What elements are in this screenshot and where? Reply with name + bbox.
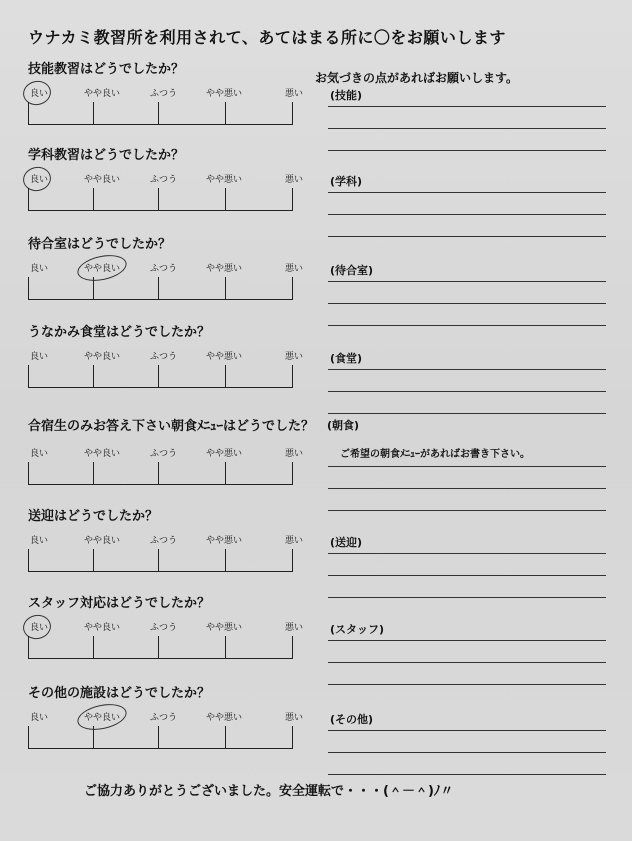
scale-option-label[interactable]: やや良い xyxy=(84,89,121,99)
scale-option-label[interactable]: ふつう xyxy=(150,352,178,362)
rating-scale-tick xyxy=(28,462,29,484)
rating-scale-tick xyxy=(292,102,293,124)
scale-option-label[interactable]: 良い xyxy=(30,713,49,723)
rating-scale-tick xyxy=(158,102,159,124)
scale-option-label[interactable]: 良い xyxy=(30,175,49,185)
rating-scale-tick xyxy=(28,726,29,748)
rating-scale-tick xyxy=(225,365,226,387)
comment-line[interactable] xyxy=(328,774,606,775)
scale-option-label[interactable]: やや良い xyxy=(84,449,121,459)
rating-scale-line xyxy=(28,658,293,659)
comment-line[interactable] xyxy=(328,192,606,193)
rating-scale-tick xyxy=(225,549,226,571)
comment-heading: お気づきの点があればお願いします。 xyxy=(315,71,519,85)
rating-scale-tick xyxy=(158,365,159,387)
rating-scale-tick xyxy=(292,636,293,658)
scale-option-label[interactable]: やや良い xyxy=(84,713,121,723)
rating-scale-tick xyxy=(93,188,94,210)
rating-scale-tick xyxy=(93,102,94,124)
scale-option-label[interactable]: 良い xyxy=(30,449,49,459)
rating-scale-tick xyxy=(225,102,226,124)
comment-line[interactable] xyxy=(328,684,606,685)
comment-line[interactable] xyxy=(328,752,606,753)
comment-line[interactable] xyxy=(328,391,606,392)
comment-line[interactable] xyxy=(328,488,606,489)
rating-scale-tick xyxy=(158,277,159,299)
scale-option-label[interactable]: ふつう xyxy=(150,89,178,99)
question-title: 技能教習はどうでしたか？ xyxy=(28,62,185,77)
scale-option-label[interactable]: 悪い xyxy=(285,264,304,274)
selection-circle xyxy=(21,164,53,193)
question-title: 学科教習はどうでしたか？ xyxy=(28,148,185,163)
question-title: 合宿生のみお答え下さい朝食ﾒﾆｭｰはどうでした？ xyxy=(28,419,315,434)
scale-option-label[interactable]: やや悪い xyxy=(206,623,243,633)
rating-scale-tick xyxy=(28,188,29,210)
scale-option-label[interactable]: 悪い xyxy=(285,89,304,99)
closing-message: ご協力ありがとうございました。安全運転で・・・(＾－＾)ﾉ〃 xyxy=(84,784,454,799)
rating-scale-tick xyxy=(28,102,29,124)
rating-scale-line xyxy=(28,484,293,485)
comment-section-label: (待合室) xyxy=(330,264,374,277)
scale-option-label[interactable]: ふつう xyxy=(150,713,178,723)
comment-line[interactable] xyxy=(328,281,606,282)
comment-section-label: (その他) xyxy=(330,713,374,726)
scale-option-label[interactable]: 悪い xyxy=(285,449,304,459)
rating-scale-tick xyxy=(292,462,293,484)
comment-line[interactable] xyxy=(328,597,606,598)
comment-line[interactable] xyxy=(328,640,606,641)
rating-scale-tick xyxy=(28,549,29,571)
question-title: その他の施設はどうでしたか？ xyxy=(28,686,211,701)
comment-line[interactable] xyxy=(328,730,606,731)
comment-note: ご希望の朝食ﾒﾆｭｰがあればお書き下さい。 xyxy=(340,449,530,460)
scale-option-label[interactable]: ふつう xyxy=(150,449,178,459)
scale-option-label[interactable]: 悪い xyxy=(285,536,304,546)
scale-option-label[interactable]: やや悪い xyxy=(206,89,243,99)
comment-line[interactable] xyxy=(328,106,606,107)
scale-option-label[interactable]: やや悪い xyxy=(206,352,243,362)
comment-line[interactable] xyxy=(328,369,606,370)
scale-option-label[interactable]: ふつう xyxy=(150,536,178,546)
comment-line[interactable] xyxy=(328,662,606,663)
rating-scale-tick xyxy=(93,636,94,658)
rating-scale-line xyxy=(28,387,293,388)
comment-line[interactable] xyxy=(328,575,606,576)
comment-line[interactable] xyxy=(328,466,606,467)
rating-scale-tick xyxy=(28,365,29,387)
comment-line[interactable] xyxy=(328,325,606,326)
scale-option-label[interactable]: やや良い xyxy=(84,623,121,633)
rating-scale-line xyxy=(28,124,293,125)
scale-option-label[interactable]: 良い xyxy=(30,89,49,99)
comment-line[interactable] xyxy=(328,510,606,511)
scale-option-label[interactable]: やや悪い xyxy=(206,536,243,546)
scale-option-label[interactable]: 悪い xyxy=(285,713,304,723)
comment-section-label: (スタッフ) xyxy=(330,623,385,636)
rating-scale-line xyxy=(28,748,293,749)
rating-scale-tick xyxy=(225,277,226,299)
scale-option-label[interactable]: 良い xyxy=(30,623,49,633)
scale-option-label[interactable]: ふつう xyxy=(150,623,178,633)
rating-scale-tick xyxy=(225,726,226,748)
comment-line[interactable] xyxy=(328,553,606,554)
rating-scale-tick xyxy=(225,462,226,484)
scale-option-label[interactable]: やや悪い xyxy=(206,175,243,185)
selection-circle xyxy=(75,700,129,734)
scale-option-label[interactable]: やや悪い xyxy=(206,449,243,459)
comment-line[interactable] xyxy=(328,236,606,237)
rating-scale-tick xyxy=(292,726,293,748)
rating-scale-tick xyxy=(93,365,94,387)
comment-line[interactable] xyxy=(328,413,606,414)
scale-option-label[interactable]: やや良い xyxy=(84,264,121,274)
rating-scale-line xyxy=(28,299,293,300)
rating-scale-tick xyxy=(292,188,293,210)
rating-scale-tick xyxy=(225,636,226,658)
comment-section-label: (技能) xyxy=(330,89,363,102)
scale-option-label[interactable]: 悪い xyxy=(285,352,304,362)
comment-line[interactable] xyxy=(328,303,606,304)
scale-option-label[interactable]: やや悪い xyxy=(206,264,243,274)
question-title: うなかみ食堂はどうでしたか？ xyxy=(28,325,211,340)
rating-scale-tick xyxy=(158,462,159,484)
rating-scale-tick xyxy=(158,726,159,748)
rating-scale-line xyxy=(28,210,293,211)
scale-option-label[interactable]: 悪い xyxy=(285,623,304,633)
rating-scale-tick xyxy=(93,726,94,748)
scale-option-label[interactable]: やや良い xyxy=(84,536,121,546)
scale-option-label[interactable]: やや悪い xyxy=(206,713,243,723)
comment-section-label: (食堂) xyxy=(330,352,363,365)
comment-section-label: (学科) xyxy=(330,175,363,188)
comment-line[interactable] xyxy=(328,150,606,151)
comment-section-label: (送迎) xyxy=(330,536,363,549)
scale-option-label[interactable]: 良い xyxy=(30,264,49,274)
rating-scale-tick xyxy=(93,462,94,484)
rating-scale-line xyxy=(28,571,293,572)
rating-scale-tick xyxy=(292,549,293,571)
scale-option-label[interactable]: ふつう xyxy=(150,264,178,274)
scale-option-label[interactable]: 悪い xyxy=(285,175,304,185)
scale-option-label[interactable]: 良い xyxy=(30,352,49,362)
rating-scale-tick xyxy=(93,277,94,299)
scale-option-label[interactable]: やや良い xyxy=(84,175,121,185)
comment-line[interactable] xyxy=(328,128,606,129)
scale-option-label[interactable]: ふつう xyxy=(150,175,178,185)
selection-circle xyxy=(21,612,53,641)
rating-scale-tick xyxy=(292,277,293,299)
question-title: 待合室はどうでしたか？ xyxy=(28,237,172,252)
scale-option-label[interactable]: やや良い xyxy=(84,352,121,362)
rating-scale-tick xyxy=(28,636,29,658)
rating-scale-tick xyxy=(93,549,94,571)
selection-circle xyxy=(21,78,53,107)
rating-scale-tick xyxy=(225,188,226,210)
selection-circle xyxy=(75,251,129,285)
scale-option-label[interactable]: 良い xyxy=(30,536,49,546)
rating-scale-tick xyxy=(158,549,159,571)
comment-section-label: (朝食) xyxy=(327,419,360,432)
rating-scale-tick xyxy=(158,636,159,658)
rating-scale-tick xyxy=(292,365,293,387)
comment-line[interactable] xyxy=(328,214,606,215)
rating-scale-tick xyxy=(28,277,29,299)
rating-scale-tick xyxy=(158,188,159,210)
page-title: ウナカミ教習所を利用されて、あてはまる所に〇をお願いします xyxy=(28,28,506,47)
question-title: スタッフ対応はどうでしたか？ xyxy=(28,596,211,611)
question-title: 送迎はどうでしたか？ xyxy=(28,509,159,524)
